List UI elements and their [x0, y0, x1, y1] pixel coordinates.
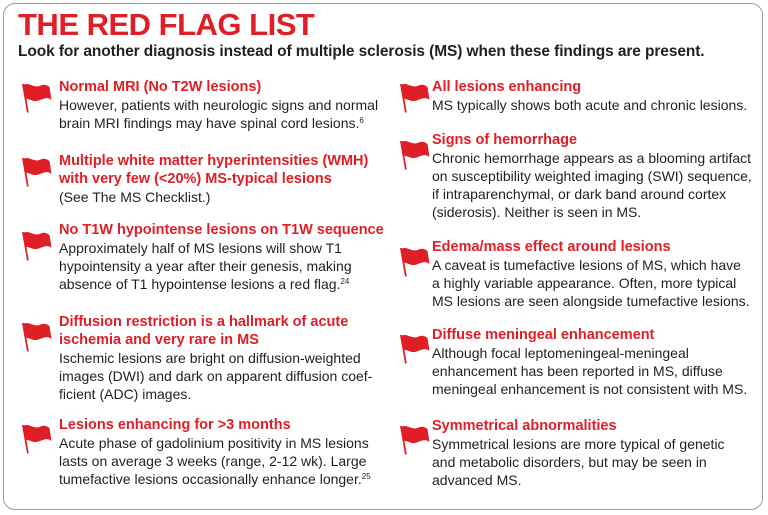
flag-heading-line: Symmetrical abnormalities	[432, 418, 617, 434]
flag-description	[59, 434, 371, 488]
reference-number: 6	[359, 116, 364, 125]
flag-description	[432, 96, 747, 114]
flag-heading	[59, 152, 368, 188]
flag-heading	[432, 326, 654, 344]
flag-heading-line: Diffuse meningeal enhancement	[432, 327, 655, 343]
flag-description-line: Although focal leptomeningeal-meningeal	[432, 345, 689, 361]
reference-number: 24	[340, 277, 350, 286]
flag-description-line: brain MRI findings may have spinal cord lesions.$^6$	[59, 115, 364, 131]
red-flag-icon	[16, 153, 52, 189]
flag-heading-line: ischemia and very rare in MS	[59, 332, 259, 348]
red-flag-icon	[394, 79, 430, 115]
flag-description	[432, 149, 752, 221]
flag-heading-line: Multiple white matter hyperintensities (WMH)	[59, 153, 369, 169]
flag-description	[59, 96, 378, 132]
reference-number: 25	[361, 472, 371, 481]
flag-description-line: Approximately half of MS lesions will show T1	[59, 240, 342, 256]
flag-description-line: MS typically shows both acute and chronic lesions.	[432, 97, 748, 113]
flag-description-line: a highly variable appearance. Often, more typical	[432, 275, 737, 291]
red-flag-icon	[394, 421, 430, 457]
flag-description-line: lasts on average 3 weeks (range, 2-12 wk). Large	[59, 453, 367, 469]
flag-heading	[59, 78, 261, 96]
flag-description	[59, 239, 352, 293]
flag-heading	[59, 221, 384, 239]
flag-heading	[432, 238, 671, 256]
flag-description-line: Chronic hemorrhage appears as a blooming artifact	[432, 150, 752, 166]
flag-description-line: tumefactive lesions occasionally enhance longer.$^{25}$	[59, 471, 371, 487]
red-flag-icon	[394, 330, 430, 366]
flag-description	[59, 188, 210, 206]
red-flag-icon	[16, 318, 52, 354]
flag-heading-line: No T1W hypointense lesions on T1W sequence	[59, 222, 384, 238]
flag-description-line: advanced MS.	[432, 472, 522, 488]
flag-description-line: if intraparenchymal, or dark band around cortex	[432, 186, 727, 202]
flag-heading	[432, 78, 581, 96]
flag-heading	[59, 416, 291, 434]
red-flag-icon	[394, 243, 430, 279]
flag-description	[432, 435, 725, 489]
flag-heading-line: Lesions enhancing for >3 months	[59, 417, 291, 433]
red-flag-icon	[16, 227, 52, 263]
flag-description	[59, 349, 372, 403]
flag-description-line: ficient (ADC) images.	[59, 386, 192, 402]
flag-description-line: on susceptibility weighted imaging (SWI) sequence,	[432, 168, 752, 184]
flag-description-line: MS lesions are seen alongside tumefactive lesions.	[432, 293, 750, 309]
flag-description-line: A caveat is tumefactive lesions of MS, which have	[432, 257, 741, 273]
flag-description-line: meningeal enhancement is not consistent with MS.	[432, 381, 748, 397]
flag-heading-line: Signs of hemorrhage	[432, 132, 578, 148]
flag-description-line: and metabolic disorders, but may be seen in	[432, 454, 707, 470]
flag-heading-line: Diffusion restriction is a hallmark of acute	[59, 314, 349, 330]
red-flag-icon	[16, 420, 52, 456]
flag-description-line: However, patients with neurologic signs and normal	[59, 97, 379, 113]
flag-description-line: absence of T1 hypointense lesions a red flag.$^{24}$	[59, 276, 350, 292]
flag-heading-line: Normal MRI (No T2W lesions)	[59, 79, 262, 95]
flag-heading-line: with very few (<20%) MS-typical lesions	[59, 171, 332, 187]
flag-description-line: enhancement has been reported in MS, diffuse	[432, 363, 723, 379]
flag-heading	[432, 131, 577, 149]
flag-description	[432, 344, 747, 398]
flag-description-line: images (DWI) and dark on apparent diffusion coef-	[59, 368, 373, 384]
flag-description-line: Ischemic lesions are bright on diffusion-weighted	[59, 350, 361, 366]
flag-description-line: Symmetrical lesions are more typical of genetic	[432, 436, 725, 452]
flag-description-line: hypointensity a year after their genesis, making	[59, 258, 352, 274]
flag-description-line: Acute phase of gadolinium positivity in MS lesions	[59, 435, 369, 451]
flag-heading	[432, 417, 617, 435]
red-flag-icon	[394, 136, 430, 172]
flag-description-line: (See The MS Checklist.)	[59, 189, 211, 205]
page-title: THE RED FLAG LIST	[18, 7, 315, 42]
flag-description-line: (siderosis). Neither is seen in MS.	[432, 204, 642, 220]
flag-heading	[59, 313, 348, 349]
flag-description	[432, 256, 750, 310]
flag-heading-line: All lesions enhancing	[432, 79, 582, 95]
page-subtitle: Look for another diagnosis instead of multiple sclerosis (MS) when these findings are present.	[18, 43, 705, 60]
flag-heading-line: Edema/mass effect around lesions	[432, 239, 671, 255]
red-flag-icon	[16, 79, 52, 115]
